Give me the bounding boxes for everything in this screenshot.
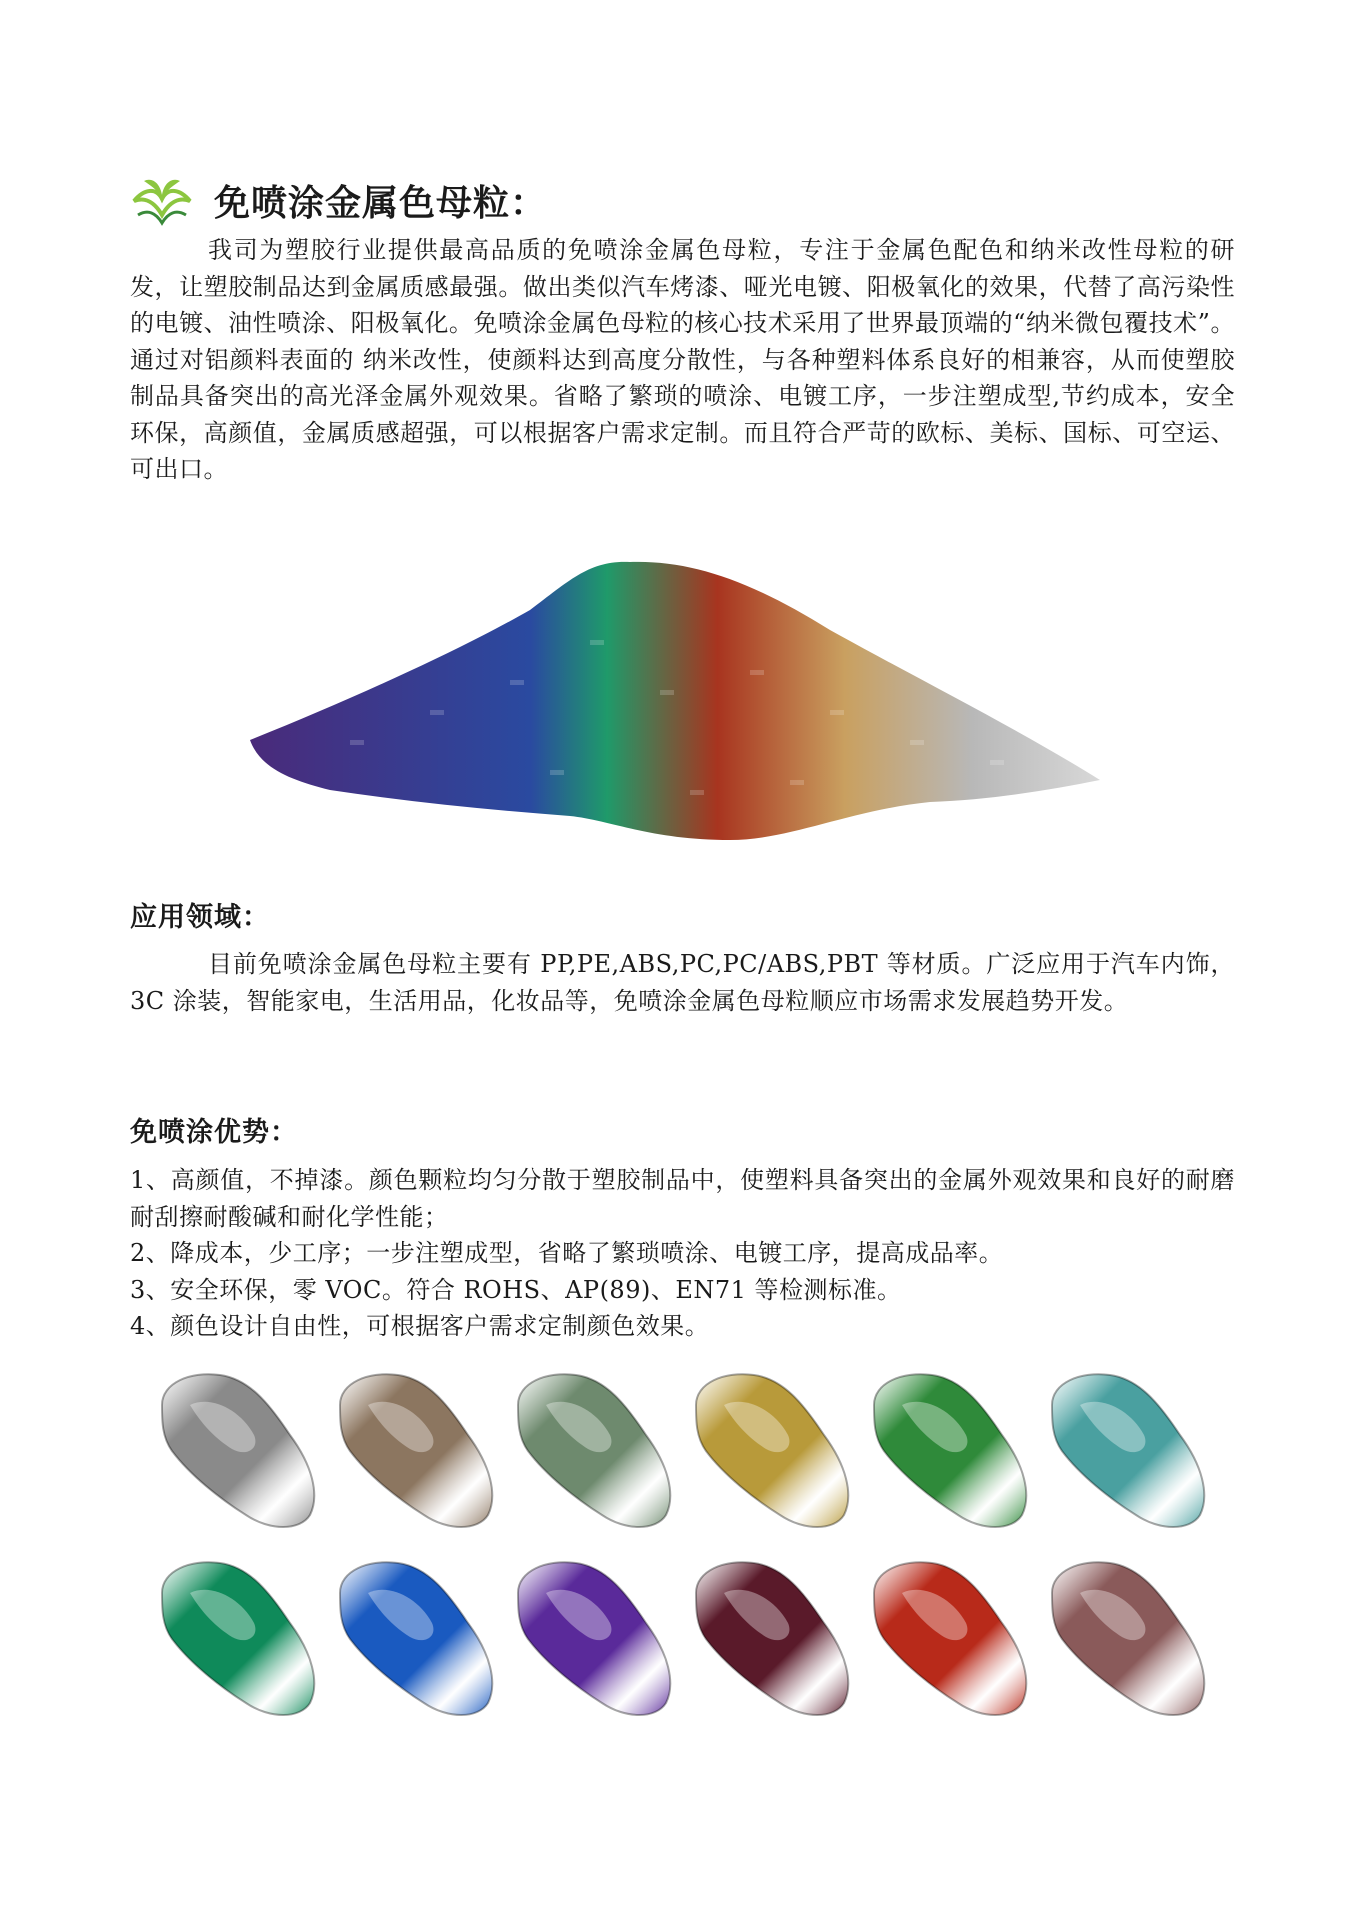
car-color-swatch <box>1040 1365 1215 1535</box>
car-color-swatch <box>862 1553 1037 1723</box>
car-color-swatch <box>328 1365 503 1535</box>
car-color-swatch <box>150 1553 325 1723</box>
car-color-swatch <box>506 1553 681 1723</box>
section-title-masterbatch: 免喷涂金属色母粒： <box>214 181 548 224</box>
car-color-swatch <box>328 1553 503 1723</box>
car-color-swatch <box>1040 1553 1215 1723</box>
section-heading-row <box>130 168 547 232</box>
list-item: 2、降成本，少工序；一步注塑成型，省略了繁琐喷涂、电镀工序，提高成品率。 <box>130 1239 1004 1267</box>
car-color-swatch <box>506 1365 681 1535</box>
car-color-swatch <box>862 1365 1037 1535</box>
applications-paragraph: 目前免喷涂金属色母粒主要有 PP,PE,ABS,PC,PC/ABS,PBT 等材质。广泛应用于汽车内饰，3C 涂装，智能家电，生活用品，化妆品等，免喷涂金属色母粒顺应市场需求发展趋势开发。 <box>130 950 1235 1015</box>
book-leaf-logo-icon <box>130 171 194 229</box>
section-title-advantages: 免喷涂优势： <box>130 1117 298 1148</box>
list-item: 1、高颜值，不掉漆。颜色颗粒均匀分散于塑胶制品中，使塑料具备突出的金属外观效果和良好的耐磨耐刮擦耐酸碱和耐化学性能； <box>130 1166 1235 1231</box>
color-swatch-grid-image <box>150 1365 1220 1735</box>
section-title-applications: 应用领域： <box>130 902 270 933</box>
car-color-swatch <box>684 1365 859 1535</box>
list-item: 4、颜色设计自由性，可根据客户需求定制颜色效果。 <box>130 1312 710 1340</box>
metallic-pellet-pile-image <box>230 540 1110 860</box>
car-color-swatch <box>684 1553 859 1723</box>
advantages-list <box>130 1162 1235 1345</box>
intro-paragraph: 我司为塑胶行业提供最高品质的免喷涂金属色母粒，专注于金属色配色和纳米改性母粒的研发，让塑胶制品达到金属质感最强。做出类似汽车烤漆、哑光电镀、阳极氧化的效果，代替了高污染性的电镀、油性喷涂、阳极氧化。免喷涂金属色母粒的核心技术采用了世界最顶端的“纳米微包覆技术”。通过对铝颜料表面的 纳米改性，使颜料达到高度分散性，与各种塑料体系良好的相兼容，从而使塑胶制品具备突出的高光泽金属外观效果。省略了繁琐的喷涂、电镀工序，一步注塑成型,节约成本，安全环保，高颜值，金属质感超强，可以根据客户需求定制。而且符合严苛的欧标、美标、国标、可空运、可出口。 <box>130 236 1235 483</box>
list-item: 3、安全环保，零 VOC。符合 ROHS、AP(89)、EN71 等检测标准。 <box>130 1275 902 1304</box>
car-color-swatch <box>150 1365 325 1535</box>
